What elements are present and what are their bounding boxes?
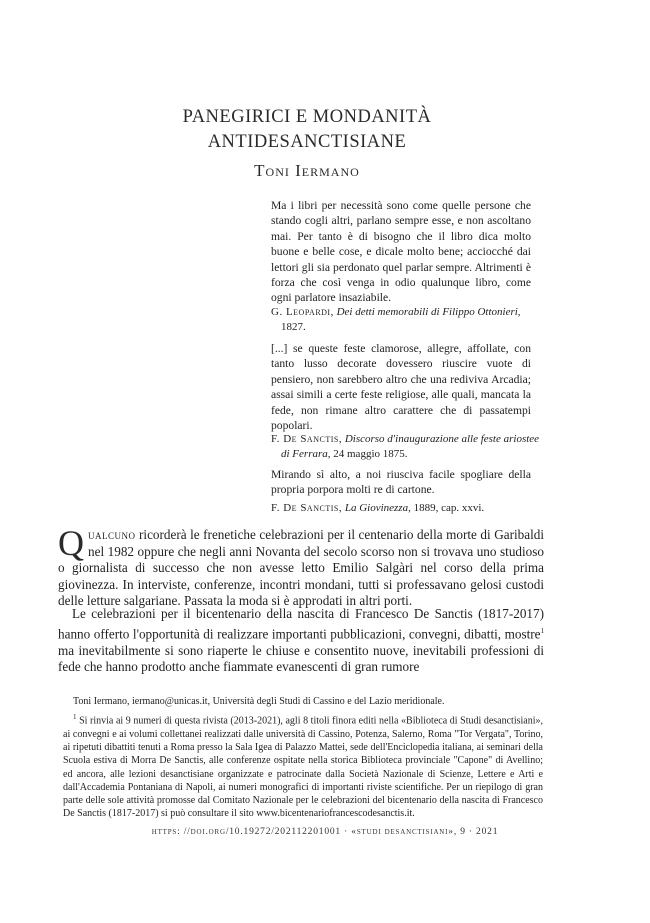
- footnote-ref-1[interactable]: 1: [540, 626, 544, 635]
- epigraph-2-author: F. De Sanctis,: [271, 433, 343, 445]
- footnote-1: [63, 711, 543, 821]
- epigraph-1-work: Dei detti memorabili di Filippo Ottonieri: [336, 306, 518, 318]
- article-author: [0, 161, 632, 181]
- epigraph-1-author: G. Leopardi,: [271, 306, 334, 318]
- drop-cap: Q: [58, 523, 84, 563]
- body-paragraph-1: [58, 523, 544, 610]
- epigraph-3-attribution: [271, 501, 541, 516]
- page-footer-doi: https: //doi.org/10.19272/202112201001 · «studi desanctisiani», 9 · 2021: [151, 827, 499, 837]
- article-title-line2: ANTIDESANCTISIANE: [207, 132, 407, 152]
- paragraph-1-text: ricorderà le frenetiche celebrazioni per il centenario della morte di Garibaldi nel 1982 oppure che negli anni Novanta del secolo scorso non si trovava uno studioso o giornalista di successo che non avesse letto Emilio Salgàri nel corso della prima giovinezza. In interviste, conferenze, incontri mondani, tutti si professavano gelosi custodi delle letture salgariane. Passata la moda si è approdati in altri porti.: [58, 527, 544, 609]
- epigraph-3-text: Mirando sì alto, a noi riusciva facile spogliare della propria porpora molti re di cartone.: [271, 468, 531, 497]
- epigraph-2-date: , 24 maggio 1875.: [327, 448, 408, 460]
- epigraph-3-work: La Giovinezza: [344, 502, 409, 514]
- epigraph-1-date: , 1827.: [281, 306, 521, 333]
- article-title-line1: PANEGIRICI E MONDANITÀ: [182, 107, 432, 127]
- body-paragraph-2: [58, 606, 544, 676]
- paragraph-2-text-a: Le celebrazioni per il bicentenario della nascita di Francesco De Sanctis (1817-2017) hanno offerto l'opportunità di realizzare importanti pubblicazioni, convegni, dibatti, mostre: [58, 606, 544, 641]
- epigraph-3-date: , 1889, cap. xxvi.: [408, 502, 485, 514]
- footnote-1-number: 1: [73, 713, 77, 721]
- footnote-1-text: Si rinvia ai 9 numeri di questa rivista (2013-2021), agli 8 titoli finora editi nella «Biblioteca di Studi desanctisiani», ai convegni e ai volumi collettanei realizzati dalle università di Cassino, Potenza, Salerno, Roma "Tor Vergata", Torino, ai ripetuti dibattiti tenuti a Roma presso la Sala Igea di Palazzo Mattei, sede dell'Enciclopedia italiana, ai seminari della Scuola estiva di Morra De Sanctis, alle conferenze ospitate nella storica Biblioteca provinciale "Capone" di Avellino; ed ancora, alle lezioni desanctisiane organizzate e patrocinate dalla Società Nazionale di Scienze, Lettere e Arti e dall'Accademia Pontaniana di Napoli, ai numeri monografici di importanti riviste scientifiche. Per un riepilogo di gran parte delle sole attività promosse dal Comitato Nazionale per le celebrazioni del bicentenario della nascita di Francesco De Sanctis (1817-2017) si può consultare il sito www.bicentenariofrancescodesanctis.it.: [63, 715, 543, 820]
- epigraph-1-text: Ma i libri per necessità sono come quelle persone che stando cogli altri, parlano sempre esse, e non ascoltano mai. Per tanto è di bisogno che il libro dica molto buone e belle cose, e dicale molto bene; acciocché dai lettori gli sia perdonato quel parlar sempre. Altrimenti è forza che così venga in odio qualunque libro, come ogni parlatore insaziabile.: [271, 199, 531, 305]
- epigraph-2-text: [...] se queste feste clamorose, allegre, affollate, con tanto lusso decorate dovessero riuscire vuote di pensiero, non sarebbero altro che una rediviva Arcadia; assai simili a certe feste religiose, alle quali, mancata la fede, non rimane altro carattere che di passatempi popolari.: [271, 342, 531, 433]
- epigraph-3-author: F. De Sanctis,: [271, 502, 343, 514]
- epigraph-2-work: Discorso d'inaugurazione alle feste ariostee di Ferrara: [281, 433, 540, 460]
- epigraph-1-attribution: [271, 305, 541, 335]
- epigraph-2-attribution: [271, 432, 541, 462]
- author-name: Toni Iermano: [254, 161, 360, 180]
- author-affiliation-note: Toni Iermano, iermano@unicas.it, Università degli Studi di Cassino e del Lazio meridionale.: [73, 696, 445, 707]
- paragraph-2-text-b: ma inevitabilmente si sono riaperte le chiuse e consentito nuove, inevitabili professioni di fede che hanno prodotto anche fiammate evanescenti di gran rumore: [58, 642, 544, 675]
- drop-cap-word: ualcuno: [88, 527, 136, 542]
